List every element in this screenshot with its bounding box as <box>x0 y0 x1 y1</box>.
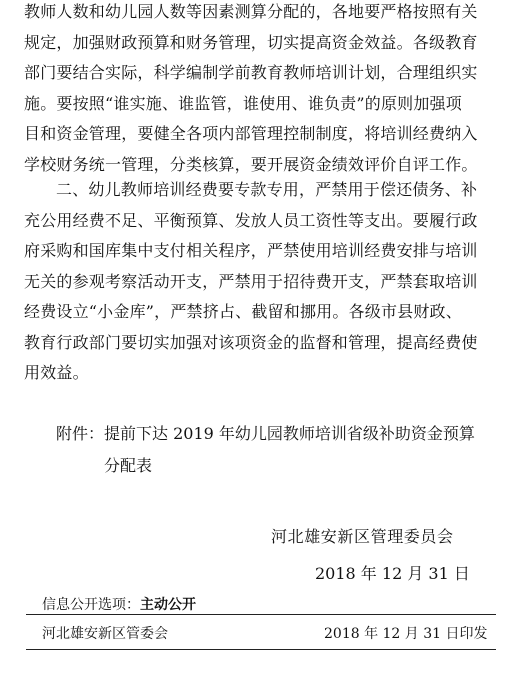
paragraph-line: 教育行政部门要切实加强对该项资金的监督和管理，提高经费使 <box>24 332 478 352</box>
paragraph-line: 经费设立“小金库”，严禁挤占、截留和挪用。各级市县财政、 <box>24 302 462 321</box>
paragraph-line: 学校财务统一管理，分类核算，要开展资金绩效评价自评工作。 <box>24 154 478 174</box>
paragraph-line: 府采购和国库集中支付相关程序，严禁使用培训经费安排与培训 <box>24 241 478 260</box>
attachment-title-continued[interactable]: 分配表 <box>104 456 153 475</box>
disclosure-value: 主动公开 <box>140 597 196 613</box>
paragraph-line: 充公用经费不足、平衡预算、发放人员工资性等支出。要履行政 <box>24 210 478 230</box>
body-paragraph-continued <box>24 0 496 180</box>
paragraph-line: 部门要结合实际，科学编制学前教育教师培训计划，合理组织实 <box>24 63 478 82</box>
footer-issuer: 河北雄安新区管委会 <box>42 626 168 642</box>
paragraph-line: 规定，加强财政预算和财务管理，切实提高资金效益。各级教育 <box>24 32 478 52</box>
disclosure-label: 信息公开选项： <box>42 597 140 613</box>
body-paragraph-fund-usage <box>24 175 496 389</box>
attachment-note <box>56 418 496 482</box>
attachment-title[interactable]: 提前下达 2019 年幼儿园教师培训省级补助资金预算 <box>104 424 475 443</box>
paragraph-line: 教师人数和幼儿园人数等因素测算分配的，各地要严格按照有关 <box>24 2 478 21</box>
paragraph-line: 目和资金管理，要健全各项内部管理控制制度，将培训经费纳入 <box>24 124 478 143</box>
signature-date: 2018 年 12 月 31 日 <box>315 564 470 583</box>
paragraph-line: 施。要按照“谁实施、谁监管，谁使用、谁负责”的原则加强项 <box>24 93 462 113</box>
footer-issue-date: 2018 年 12 月 31 日印发 <box>324 626 488 642</box>
disclosure-option <box>42 594 196 614</box>
signature-organization: 河北雄安新区管理委员会 <box>271 527 454 546</box>
paragraph-line: 无关的参观考察活动开支，严禁用于招待费开支，严禁套取培训 <box>24 271 478 291</box>
footer-divider-top <box>26 614 496 615</box>
paragraph-line: 二、幼儿教师培训经费要专款专用，严禁用于偿还债务、补 <box>56 180 478 199</box>
footer-divider-bottom <box>26 649 496 650</box>
attachment-label: 附件： <box>56 424 105 443</box>
paragraph-line: 用效益。 <box>24 363 89 382</box>
